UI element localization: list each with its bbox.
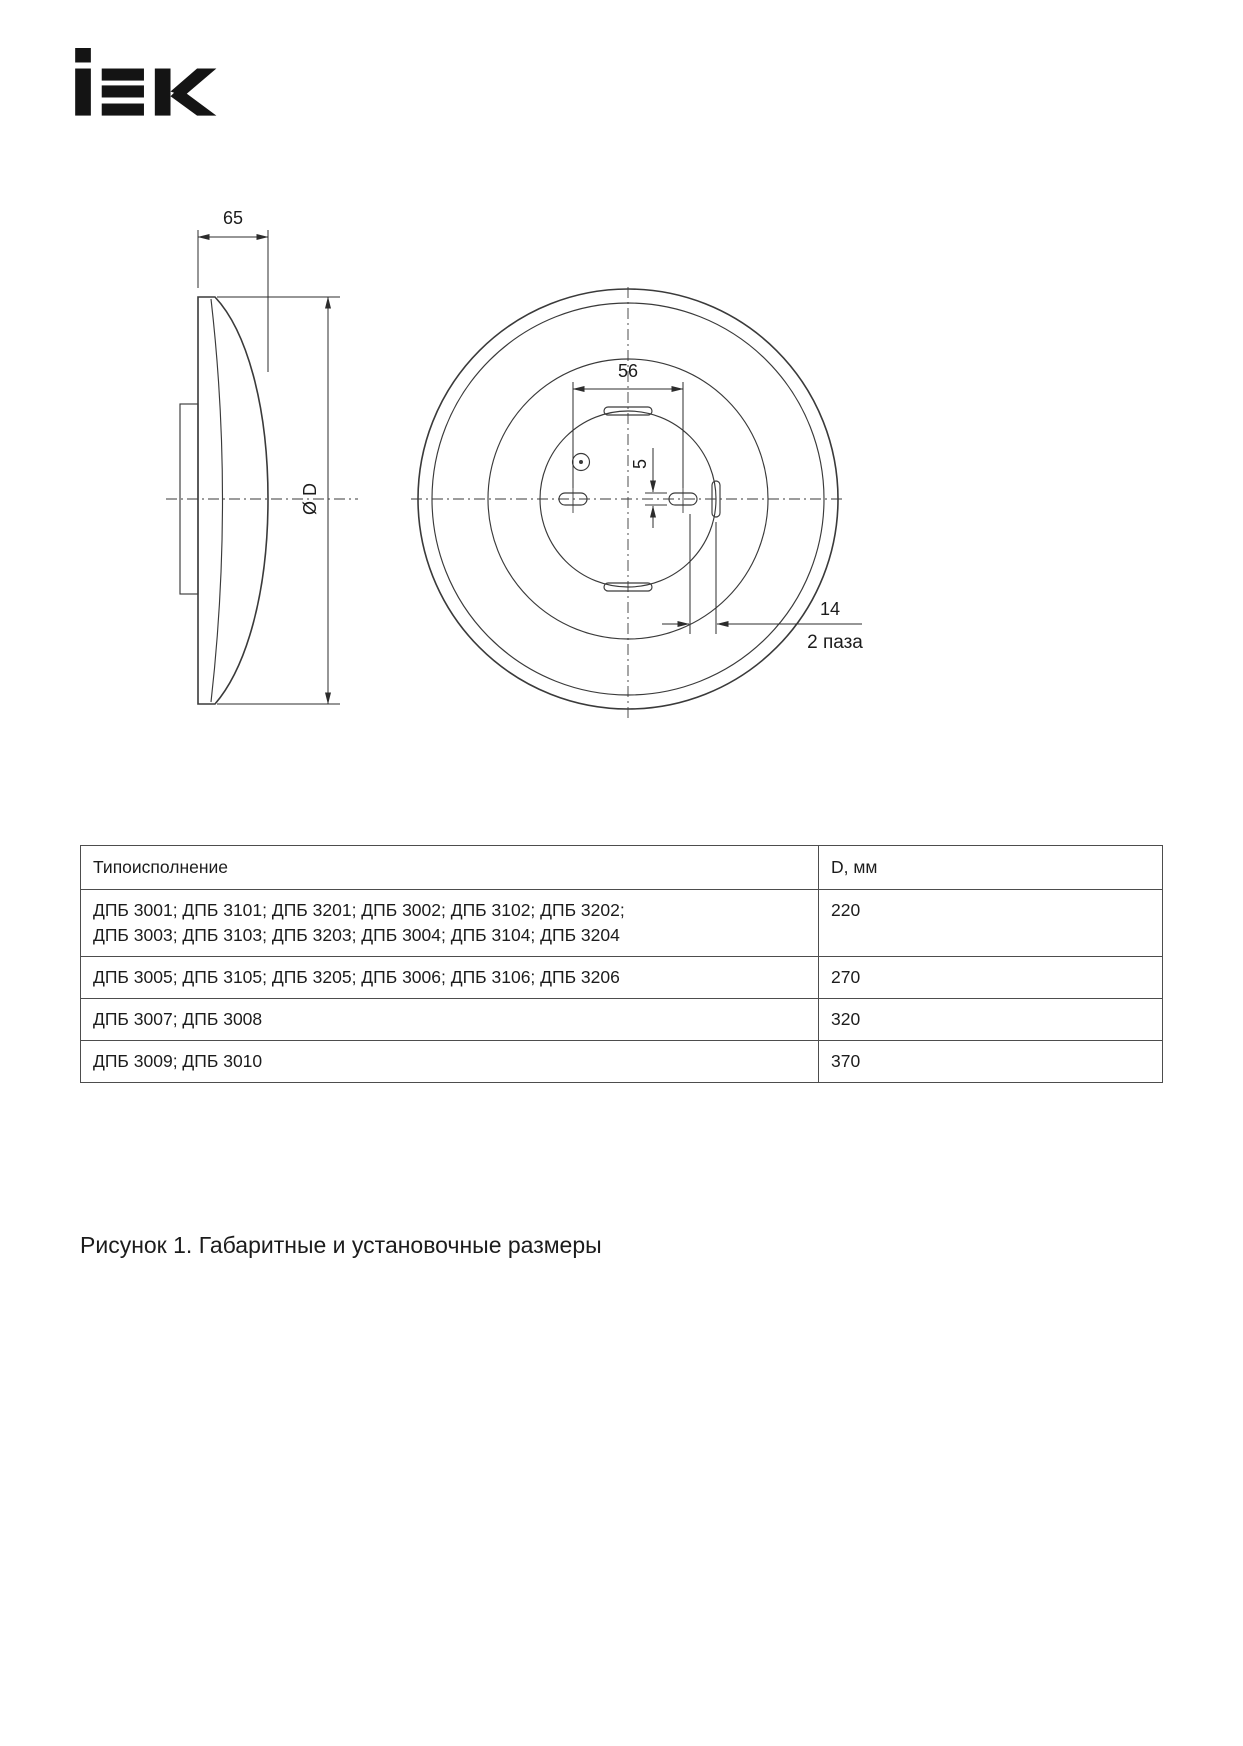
type-line: ДПБ 3009; ДПБ 3010: [93, 1051, 263, 1071]
slots-note: 2 паза: [807, 632, 863, 653]
cell-types: [81, 1041, 819, 1083]
spec-table: [80, 845, 1163, 1083]
iek-logo: [75, 48, 225, 118]
table-row: [81, 957, 1163, 999]
dimension-label-65: 65: [222, 208, 244, 228]
cell-types: [81, 957, 819, 999]
dimension-diameter-d: [217, 297, 340, 704]
luminaire-side-profile: [198, 297, 268, 704]
dimension-width-65: [198, 208, 268, 372]
col-header-diameter: D, мм: [819, 846, 1163, 890]
dimension-label-5: 5: [630, 458, 650, 470]
cell-types: [81, 890, 819, 957]
logo-e-bar-top: [102, 69, 144, 81]
logo-e-bar-bottom: [102, 104, 144, 116]
cell-diameter: 270: [819, 957, 1163, 999]
side-view: [166, 208, 358, 704]
type-line: ДПБ 3007; ДПБ 3008: [93, 1009, 263, 1029]
type-line: ДПБ 3001; ДПБ 3101; ДПБ 3201; ДПБ 3002; ДПБ 3102; ДПБ 3202;: [93, 900, 625, 920]
dimension-slot-offset-14: [662, 514, 863, 653]
logo-i-stem: [75, 69, 91, 116]
type-line: ДПБ 3005; ДПБ 3105; ДПБ 3205; ДПБ 3006; ДПБ 3106; ДПБ 3206: [93, 967, 620, 987]
dimension-label-56: 56: [617, 361, 639, 381]
table-row: [81, 999, 1163, 1041]
logo-i-dot: [75, 48, 91, 62]
dimension-slot-height-5: [630, 448, 667, 528]
front-view: [411, 287, 863, 719]
cell-diameter: 320: [819, 999, 1163, 1041]
dimension-label-14: 14: [819, 599, 841, 619]
luminaire-rim-contour: [211, 299, 223, 702]
drawing-svg: [118, 192, 908, 752]
col-header-type: Типоисполнение: [81, 846, 819, 890]
dimension-slot-spacing-56: [573, 361, 683, 488]
dimension-drawing: [118, 192, 908, 752]
cell-diameter: 220: [819, 890, 1163, 957]
table-header-row: [81, 846, 1163, 890]
cell-types: [81, 999, 819, 1041]
dimension-label-diameter: Ø D: [300, 482, 320, 516]
logo-k-lower-arm: [171, 88, 217, 116]
logo-e-bar-mid: [102, 85, 144, 97]
table-row: [81, 890, 1163, 957]
cable-entry-hole-center: [579, 460, 583, 464]
cell-diameter: 370: [819, 1041, 1163, 1083]
logo-k-stem: [155, 69, 171, 116]
iek-logo-graphic: [75, 48, 225, 118]
type-line: ДПБ 3003; ДПБ 3103; ДПБ 3203; ДПБ 3004; ДПБ 3104; ДПБ 3204: [93, 925, 620, 945]
figure-caption: Рисунок 1. Габаритные и установочные размеры: [80, 1232, 602, 1258]
table-row: [81, 1041, 1163, 1083]
